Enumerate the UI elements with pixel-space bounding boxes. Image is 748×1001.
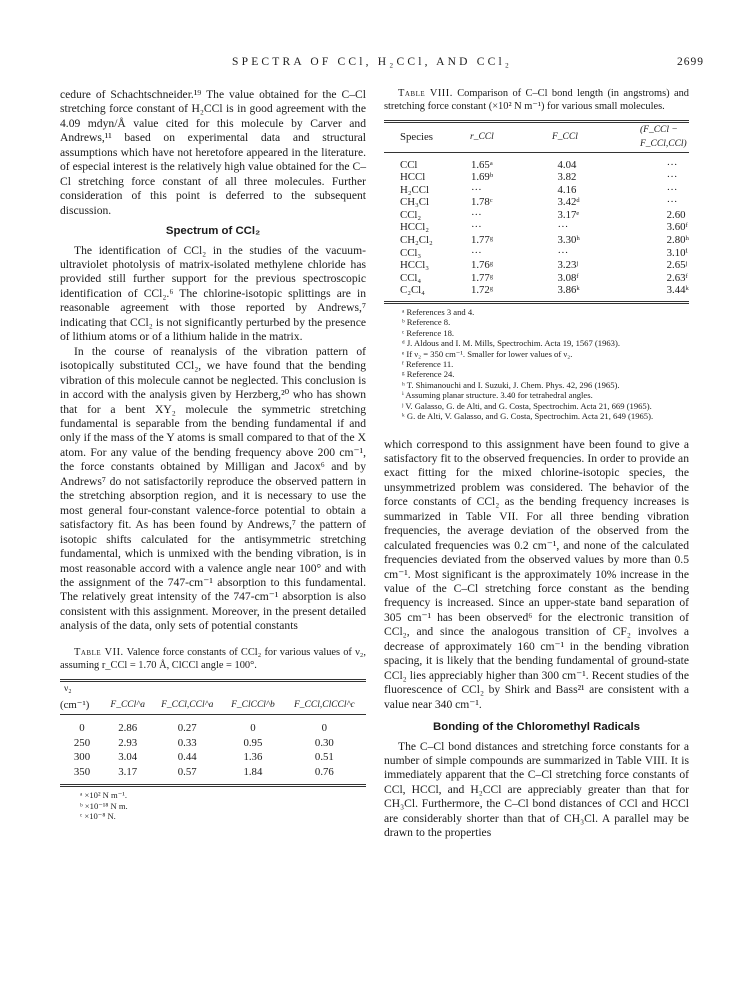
- table-cell: ···: [557, 246, 569, 259]
- table-cell: ···: [666, 183, 678, 196]
- table-row: [60, 765, 366, 779]
- table-cell: 3.60ᶠ: [666, 221, 688, 234]
- table-cell: 0.44: [177, 751, 197, 764]
- table-vii-caption: [60, 647, 366, 673]
- table-row: [384, 196, 689, 209]
- paragraph-1: cedure of Schachtschneider.¹⁹ The value obtained for the C–Cl stretching force constant of H₂CCl is in good agreement with the 4.09 mdyn/Å value cited for this molecule by Carver and Andrews,¹¹ based on experimental data and structural assumptions which have not heretofore appeared in the literature. of especial interest is the relatively high value obtained for the C–Cl stretching force constant of all three molecules. Further consideration of this point is deferred to the subsequent discussion.: [60, 88, 366, 217]
- table-cell: 3.10ⁱ: [666, 246, 688, 259]
- table-cell: 3.30ʰ: [557, 234, 580, 247]
- table-cell: CH₂Cl₂: [400, 234, 433, 247]
- table-vii-nu-header: (cm⁻¹): [60, 699, 90, 712]
- table-cell: 3.04: [118, 751, 138, 764]
- paragraph-5: The C–Cl bond distances and stretching force constants for a number of simple compounds are summarized in Table VIII. It is immediately apparent that the C–Cl stretching force constants of CCl, HCCl, and H₂CCl are appreciably greater than that for CH₃Cl. Furthermore, the C–Cl bond distances of CCl and HCCl are considerably shorter than that of CH₃Cl. A parallel may be drawn to the properties: [384, 739, 689, 840]
- table-viii-body: [384, 159, 689, 298]
- table-cell: H₂CCl: [400, 183, 429, 196]
- table-cell: HCCl₃: [400, 259, 429, 272]
- table-cell: C₂Cl₄: [400, 284, 425, 297]
- table-cell: 2.93: [118, 736, 138, 749]
- left-column: [60, 88, 366, 821]
- table-cell: 0.95: [243, 736, 263, 749]
- table-cell: 1.77ᵍ: [470, 234, 494, 247]
- table-cell: 0: [321, 722, 328, 735]
- table-viii-grid: [384, 123, 689, 159]
- table-cell: 3.44ᵏ: [666, 284, 689, 297]
- table-vii-header-2: F_CCl,CCl^a: [161, 700, 214, 711]
- paragraph-3: In the course of reanalysis of the vibration pattern of isotopically substituted CCl₂, we have found that the bending vibration of this molecule cannot be neglected. This conclusion is in accord with the analysis given by Herzberg,²⁰ who has shown that for a bent XY₂ molecule the symmetric stretching fundamental is separable from the bending fundamental if and only if the mass of the Y atoms is small compared to that of the X atom. For any value of the bending frequency above 200 cm⁻¹, the force constants obtained by Milligan and Jacox⁶ and by Andrews⁷ do not satisfactorily reproduce the observed pattern in the stretching absorption region, and it is necessary to use the most general four-constant valence-force potential to obtain a satisfactory fit. As has been found by Andrews,⁷ the pattern of isotopic shifts calculated for the antisymmetric stretching fundamental, which is unmixed with the bending vibration, is in most reasonable accord with a valence angle near 100° and with the assignment of the 747-cm⁻¹ absorption to this fundamental. The relatively great intensity of the 747-cm⁻¹ absorption is also consistent with this assignment. Moreover, in the present detailed analysis of the data, only sets of potential constants: [60, 344, 366, 633]
- table-cell: 4.04: [557, 158, 577, 171]
- table-row: [384, 159, 689, 172]
- table-cell: CCl₄: [400, 271, 422, 284]
- table-cell: 3.82: [557, 171, 577, 184]
- footnote: ᶜ Reference 18.: [402, 327, 455, 338]
- table-cell: 3.42ᵈ: [557, 196, 580, 209]
- table-vii-footnotes: [60, 790, 366, 821]
- footnote: ᵉ If ν₂ = 350 cm⁻¹. Smaller for lower values of ν₂.: [402, 348, 573, 359]
- table-cell: 1.72ᵍ: [470, 284, 494, 297]
- table-cell: 1.84: [243, 765, 263, 778]
- table-cell: ···: [666, 171, 678, 184]
- footnote: ᵏ G. de Alti, V. Galasso, and G. Costa, Spectrochim. Acta 21, 649 (1965).: [402, 411, 654, 422]
- table-viii-header-f: F_CCl: [552, 131, 578, 142]
- table-row: [60, 721, 366, 735]
- table-viii-caption-text: Comparison of C–Cl bond length (in angstroms) and stretching force constant (×10² N m⁻¹) for various small molecules.: [384, 88, 689, 112]
- table-cell: ···: [470, 221, 482, 234]
- table-cell: 0.57: [177, 765, 197, 778]
- table-cell: 4.16: [557, 183, 577, 196]
- table-vii-caption-text: Valence force constants of CCl₂ for various values of ν₂, assuming r_CCl = 1.70 Å, ClCCl angle = 100°.: [60, 646, 366, 671]
- footnote: ᵇ ×10⁻¹⁸ N m.: [80, 800, 128, 811]
- table-row: [60, 750, 366, 764]
- paragraph-4: which correspond to this assignment have been found to give a satisfactory fit to the observed frequencies. In order to provide an exact fitting for the mixed chlorine-isotopic species, the unsymmetrized problem was considered. The behavior of the force constants of CCl₂ as the bending frequency increases is summarized in Table VII. For all three bending vibration frequencies, the average deviation of the observed from the calculated frequencies was 0.2 cm⁻¹, and none of the calculated frequencies deviated from the observed values by more than 0.5 cm⁻¹. Most significant is the approximately 10% increase in the value of the C–Cl stretching force constant as the bending frequency is increased. Since an upper-state band separation of 305 cm⁻¹ has been observed⁶ for the electronic transition of CCl₂, and since the analogous transition of CF₂ involves a decrease of approximately 160 cm⁻¹ in the bending vibration spacing, it is likely that the bending fundamental of ground-state CCl₂ lies appreciably higher than 300 cm⁻¹. Recent studies of the fluorescence of CCl₂ by Shirk and Bass²¹ are consistent with a value near 340 cm⁻¹.: [384, 437, 689, 711]
- footnote: ᵈ J. Aldous and I. M. Mills, Spectrochim. Acta 19, 1567 (1963).: [402, 338, 620, 349]
- table-cell: ···: [557, 221, 569, 234]
- table-cell: 0: [250, 722, 256, 735]
- table-row: [384, 184, 689, 197]
- table-vii-nu-top: ν₂: [64, 684, 72, 695]
- footnote: ᵃ ×10² N m⁻¹.: [80, 790, 127, 801]
- table-cell: 2.80ʰ: [666, 234, 689, 247]
- table-cell: CCl₃: [400, 246, 422, 259]
- table-cell: 300: [73, 751, 91, 764]
- table-cell: 3.23ʲ: [557, 259, 579, 272]
- table-row: [384, 221, 689, 234]
- table-row: [384, 234, 689, 247]
- table-cell: 1.36: [243, 751, 263, 764]
- table-cell: 3.17: [118, 765, 138, 778]
- table-cell: HCCl₂: [400, 221, 429, 234]
- table-row: [384, 272, 689, 285]
- running-title: SPECTRA OF CCl, H₂CCl, AND CCl₂: [232, 56, 513, 68]
- table-cell: CCl: [400, 158, 418, 171]
- table-row: [384, 171, 689, 184]
- footnote: ʰ T. Shimanouchi and I. Suzuki, J. Chem. Phys. 42, 296 (1965).: [402, 379, 620, 390]
- table-cell: 1.69ᵇ: [470, 171, 494, 184]
- table-cell: 0.76: [314, 765, 334, 778]
- table-viii-header-species: Species: [400, 130, 433, 143]
- table-row: [60, 736, 366, 750]
- table-cell: 2.63ᶠ: [666, 271, 688, 284]
- table-cell: ···: [470, 183, 482, 196]
- paragraph-2: The identification of CCl₂ in the studies of the vacuum-ultraviolet photolysis of matrix-isolated methylene chloride has provided still further support for the previous spectroscopic identification of CCl₂.⁶ The chlorine-isotopic splittings are in reasonable agreement with those reported by Andrews,⁷ indicating that CCl₂ is not significantly perturbed by the presence of lithium atoms or of a lithium halide in the matrix.: [60, 243, 366, 344]
- table-cell: ···: [666, 158, 678, 171]
- footnote: ᶠ Reference 11.: [402, 359, 454, 370]
- table-viii-footnotes: [384, 307, 689, 421]
- table-cell: 1.65ᵃ: [470, 158, 493, 171]
- table-row: [384, 284, 689, 297]
- table-viii-label: Table VIII.: [398, 88, 453, 99]
- table-viii: [384, 88, 689, 422]
- table-row: [384, 209, 689, 222]
- table-row: [384, 247, 689, 260]
- table-cell: 0.27: [177, 722, 197, 735]
- table-viii-header-diff: (F_CCl − F_CCl,CCl): [640, 124, 687, 150]
- table-cell: 2.60: [666, 208, 686, 221]
- table-cell: ···: [470, 246, 482, 259]
- table-vii-header-3: F_ClCCl^b: [231, 700, 275, 711]
- footnote: ⁱ Assuming planar structure. 3.40 for tetrahedral angles.: [402, 390, 593, 401]
- table-cell: CH₃Cl: [400, 196, 429, 209]
- page-number: 2699: [677, 56, 704, 68]
- footnote: ᵃ References 3 and 4.: [402, 307, 475, 318]
- table-cell: 2.65ʲ: [666, 259, 688, 272]
- right-column: [384, 88, 689, 841]
- table-cell: ···: [666, 196, 678, 209]
- table-cell: 3.17ᵉ: [557, 208, 580, 221]
- footnote: ᵍ Reference 24.: [402, 369, 455, 380]
- table-row: [384, 259, 689, 272]
- table-viii-caption: [384, 88, 689, 114]
- table-cell: CCl₂: [400, 208, 422, 221]
- table-cell: ···: [470, 208, 482, 221]
- table-cell: 250: [73, 736, 91, 749]
- table-vii-grid: [60, 682, 366, 784]
- table-cell: 1.78ᶜ: [470, 196, 493, 209]
- footnote: ʲ V. Galasso, G. de Alti, and G. Costa, Spectrochim. Acta 21, 669 (1965).: [402, 400, 652, 411]
- table-viii-header-r: r_CCl: [470, 131, 494, 142]
- section-heading-bonding: Bonding of the Chloromethyl Radicals: [433, 721, 640, 734]
- footnote: ᶜ ×10⁻⁸ N.: [80, 810, 116, 821]
- table-cell: 3.08ᶠ: [557, 271, 579, 284]
- table-vii-header-4: F_CCl,ClCCl^c: [294, 700, 355, 711]
- table-cell: 0: [79, 722, 85, 735]
- running-header: [0, 56, 748, 72]
- table-cell: 1.76ᵍ: [470, 259, 494, 272]
- footnote: ᵇ Reference 8.: [402, 317, 451, 328]
- table-vii-label: Table VII.: [74, 646, 124, 658]
- table-cell: 2.86: [118, 722, 138, 735]
- section-heading-ccl2: Spectrum of CCl₂: [165, 225, 261, 238]
- table-cell: 0.33: [177, 736, 197, 749]
- table-cell: 1.77ᵍ: [470, 271, 494, 284]
- table-vii: [60, 647, 366, 822]
- table-cell: 3.86ᵏ: [557, 284, 580, 297]
- table-cell: 0.30: [314, 736, 334, 749]
- table-cell: 0.51: [314, 751, 334, 764]
- table-cell: 350: [73, 765, 91, 778]
- table-cell: HCCl: [400, 171, 426, 184]
- table-vii-header-1: F_CCl^a: [110, 700, 146, 711]
